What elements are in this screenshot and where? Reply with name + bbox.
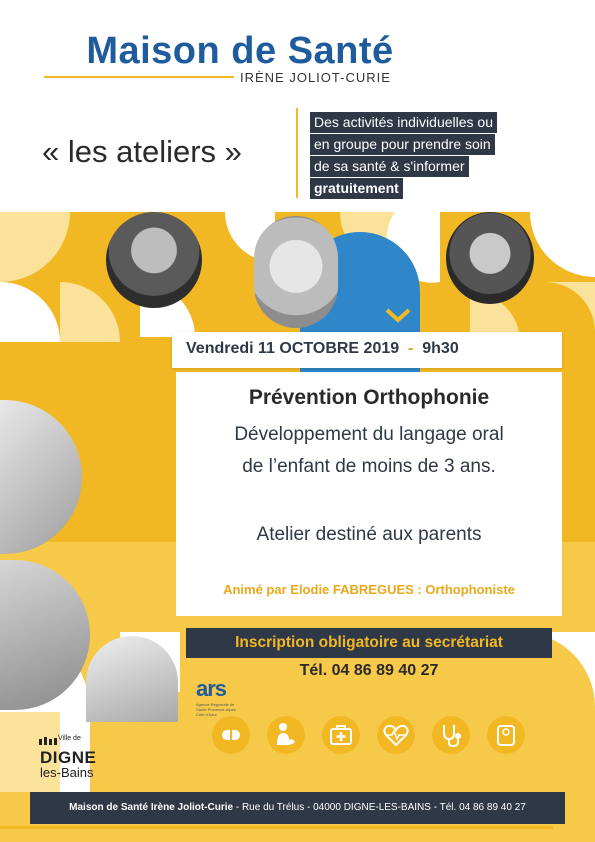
intro-divider	[296, 108, 298, 198]
first-aid-kit-icon	[322, 716, 360, 754]
mother-child-icon	[267, 716, 305, 754]
event-time: 9h30	[422, 340, 459, 357]
chevron-down-icon	[383, 308, 413, 324]
footer-address: - Rue du Trélus - 04000 DIGNE-LES-BAINS - Tél. 04 86 89 40 27	[233, 802, 526, 813]
photo-woman	[106, 212, 202, 308]
event-date: Vendredi 11 OCTOBRE 2019	[186, 340, 400, 357]
town-crest-icon	[38, 736, 58, 746]
intro-line: Des activités individuelles ou	[310, 112, 497, 133]
event-title: Prévention Orthophonie	[248, 386, 490, 409]
event-description-line1: Développement du langage oral	[234, 424, 504, 445]
stethoscope-icon	[432, 716, 470, 754]
ville-label: Ville de	[58, 735, 81, 742]
ateliers-heading: « les ateliers »	[42, 134, 242, 169]
event-audience: Atelier destiné aux parents	[256, 524, 482, 545]
photo-man	[446, 212, 534, 304]
phone-number: Tél. 04 86 89 40 27	[299, 662, 439, 679]
footer-bar	[30, 792, 565, 824]
les-bains-logo-text: les-Bains	[40, 765, 94, 780]
ars-logo-caption: Agence Régionale de Santé Provence-Alpes Côte d'Azur	[196, 702, 236, 717]
intro-line: de sa santé & s'informer	[310, 156, 469, 177]
scale-icon	[487, 716, 525, 754]
registration-banner: Inscription obligatoire au secrétariat	[186, 628, 552, 658]
event-datetime	[186, 340, 459, 358]
ars-logo-text: ars	[196, 676, 227, 701]
intro-line: en groupe pour prendre soin	[310, 134, 495, 155]
event-description-line2: de l’enfant de moins de 3 ans.	[242, 456, 496, 477]
event-animator: Animé par Elodie FABREGUES : Orthophoniste	[223, 582, 515, 597]
photo-baby	[254, 216, 338, 328]
digne-logo-text: DIGNE	[40, 748, 97, 767]
ars-logo	[196, 676, 260, 717]
date-separator: -	[408, 340, 414, 357]
page-title: Maison de Santé	[86, 30, 394, 72]
heart-rate-icon	[377, 716, 415, 754]
intro-line-free: gratuitement	[310, 178, 403, 199]
pills-icon	[212, 716, 250, 754]
footer-name: Maison de Santé Irène Joliot-Curie	[69, 802, 234, 813]
footer-accent-line	[0, 826, 553, 829]
photo-massage	[86, 636, 178, 722]
title-underline	[44, 76, 234, 78]
page-subtitle: IRÈNE JOLIOT-CURIE	[240, 70, 391, 85]
